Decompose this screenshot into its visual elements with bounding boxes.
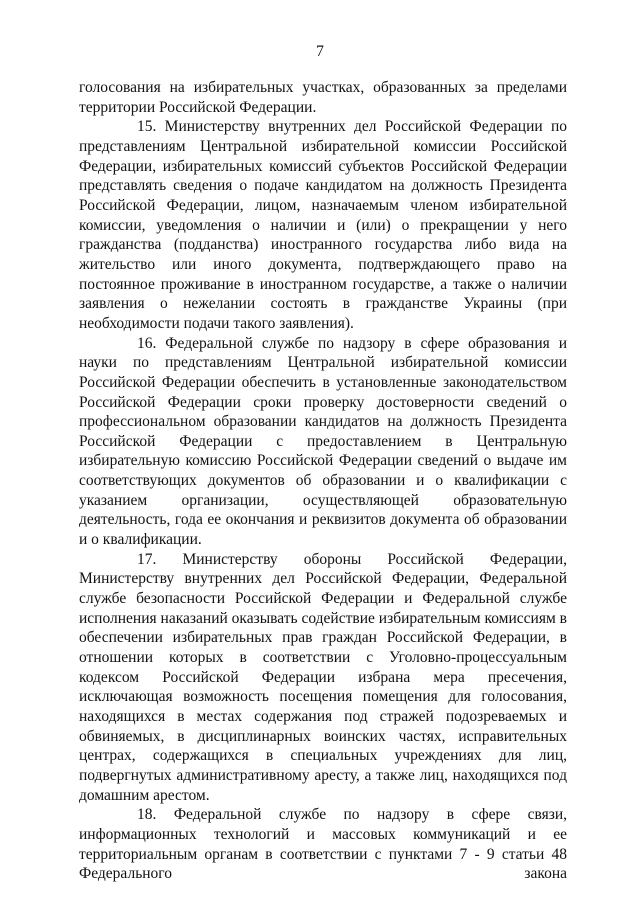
paragraph-18: 18. Федеральной службе по надзору в сфере связи, информационных технологий и массовых коммуникаций и ее территориальным органам в соответствии с пунктами 7 - 9 статьи 48 Федерального закона [79,806,567,883]
document-body [79,78,567,884]
paragraph-16: 16. Федеральной службе по надзору в сфере образования и науки по представлениям Центральной избирательной комиссии Российской Федерации обеспечить в установленные законодательством Российской Федерации сроки проверку достоверности сведений о профессиональном образовании кандидатов на должность Президента Российской Федерации с предоставлением в Центральную избирательную комиссию Российской Федерации сведений о выдаче им соответствующих документов об образовании и о квалификации с указанием организации, осуществляющей образовательную деятельность, года ее окончания и реквизитов документа об образовании и о квалификации. [79,334,567,549]
paragraph-15: 15. Министерству внутренних дел Российской Федерации по представлениям Центральной избирательной комиссии Российской Федерации, избирательных комиссий субъектов Российской Федерации представлять сведения о подаче кандидатом на должность Президента Российской Федерации, лицом, назначаемым членом избирательной комиссии, уведомления о наличии и (или) о прекращении у него гражданства (подданства) иностранного государства либо вида на жительство или иного документа, подтверждающего право на постоянное проживание в иностранном государстве, а также о наличии заявления о нежелании состоять в гражданстве Украины (при необходимости подачи такого заявления). [79,118,567,332]
page-number: 7 [316,43,324,60]
paragraph-17: 17. Министерству обороны Российской Федерации, Министерству внутренних дел Российской Федерации, Федеральной службе безопасности Российской Федерации и Федеральной службе исполнения наказаний оказывать содействие избирательным комиссиям в обеспечении избирательных прав граждан Российской Федерации, в отношении которых в соответствии с Уголовно-процессуальным кодексом Российской Федерации избрана мера пресечения, исключающая возможность посещения помещения для голосования, находящихся в местах содержания под стражей подозреваемых и обвиняемых, в дисциплинарных воинских частях, исправительных центрах, содержащихся в специальных учреждениях для лиц, подвергнутых административному аресту, а также лиц, находящихся под домашним арестом. [79,550,567,804]
paragraph-continuation: голосования на избирательных участках, образованных за пределами территории Российской Федерации. [79,79,567,116]
